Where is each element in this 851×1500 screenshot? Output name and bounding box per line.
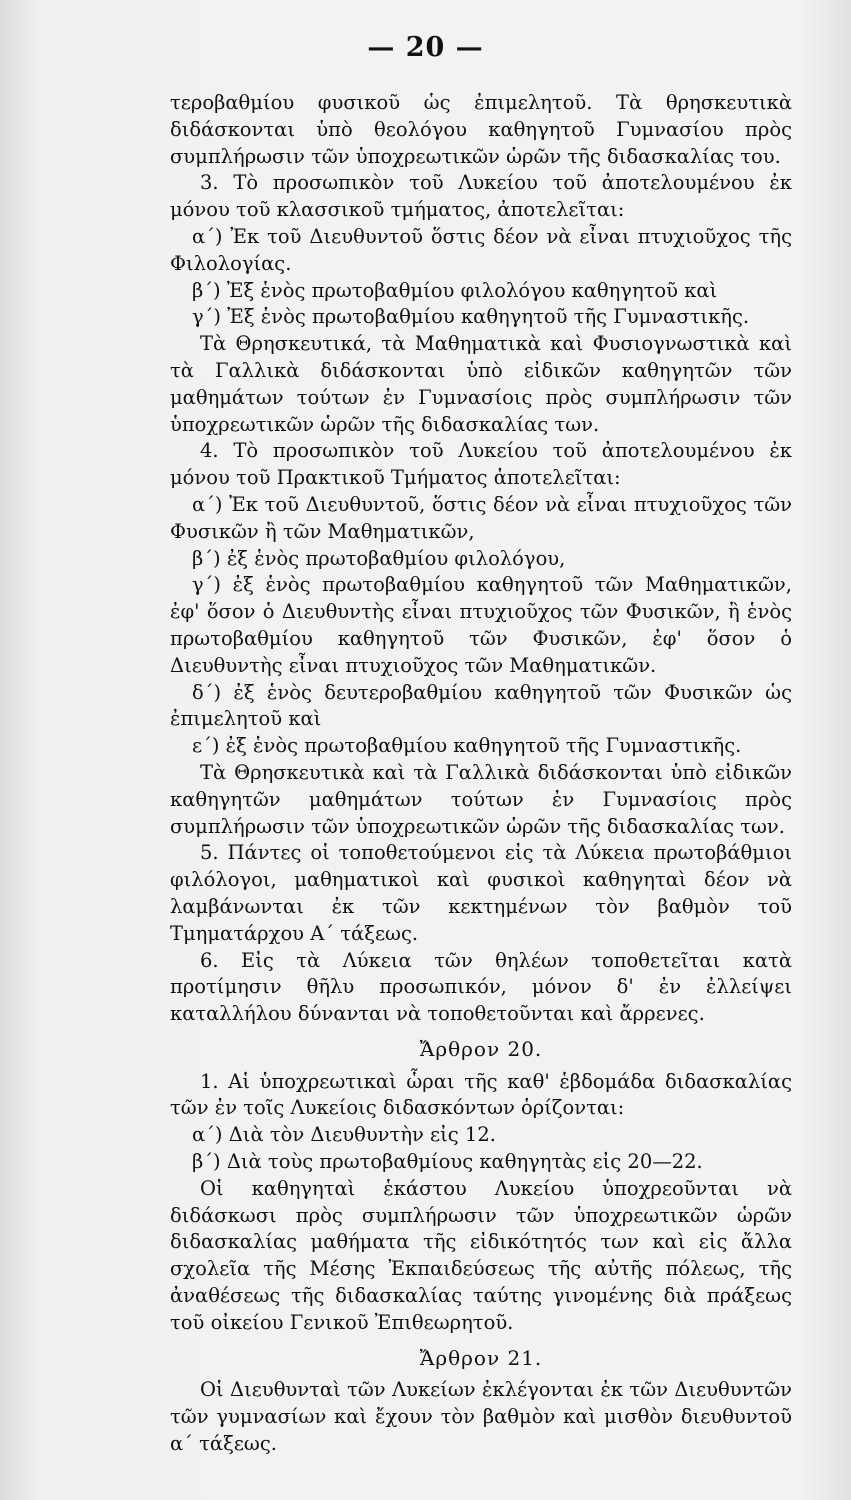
list-item: δ΄) ἐξ ἑνὸς δευτεροβαθμίου καθηγητοῦ τῶν Φυσικῶν ὡς ἐπιμελητοῦ καὶ xyxy=(170,680,792,731)
paragraph: Οἱ καθηγηταὶ ἑκάστου Λυκείου ὑποχρεοῦνται νὰ διδάσκωσι πρὸς συμπλήρωσιν τῶν ὑποχρεωτικῶν ὡρῶν διδασκαλίας μαθήματα τῆς εἰδικότητός των καὶ εἰς ἄλλα σχολεῖα τῆς Μέσης Ἐκπαιδεύσεως τῆς αὐτῆς πόλεως, τῆς ἀναθέσεως τῆς διδασκαλίας ταύτης γινομένης διὰ πράξεως τοῦ οἰκείου Γενικοῦ Ἐπιθεωρητοῦ. xyxy=(170,1176,792,1334)
paragraph: Τὰ Θρησκευτικὰ καὶ τὰ Γαλλικὰ διδάσκονται ὑπὸ εἰδικῶν καθηγητῶν μαθημάτων τούτων ἐν Γυμνασίοις πρὸς συμπλήρωσιν τῶν ὑποχρεωτικῶν ὡρῶν τῆς διδασκαλίας των. xyxy=(170,760,792,838)
article-20-heading: Ἄρθρον 20. xyxy=(419,1036,543,1061)
paragraph: 5. Πάντες οἱ τοποθετούμενοι εἰς τὰ Λύκεια πρωτοβάθμιοι φιλόλογοι, μαθηματικοὶ καὶ φυσικοὶ καθηγηταὶ δέον νὰ λαμβάνωνται ἐκ τῶν κεκτημένων τὸν βαθμὸν τοῦ Τμηματάρχου Α΄ τάξεως. xyxy=(170,841,792,945)
list-item: β΄) Διὰ τοὺς πρωτοβαθμίους καθηγητὰς εἰς 20—22. xyxy=(192,1150,703,1174)
paragraph: Οἱ Διευθυνταὶ τῶν Λυκείων ἐκλέγονται ἐκ τῶν Διευθυντῶν τῶν γυμνασίων καὶ ἔχουν τὸν βαθμὸν καὶ μισθὸν διευθυντοῦ α΄ τάξεως. xyxy=(170,1378,792,1456)
paragraph: 1. Αἱ ὑποχρεωτικαὶ ὧραι τῆς καθ' ἑβδομάδα διδασκαλίας τῶν ἐν τοῖς Λυκείοις διδασκόντων ὁρίζονται: xyxy=(170,1069,792,1120)
list-item: α΄) Ἐκ τοῦ Διευθυντοῦ ὅστις δέον νὰ εἶναι πτυχιοῦχος τῆς Φιλολογίας. xyxy=(170,224,792,275)
article-21-heading: Ἄρθρον 21. xyxy=(419,1345,543,1370)
paragraph: τεροβαθμίου φυσικοῦ ὡς ἐπιμελητοῦ. Τὰ θρησκευτικὰ διδάσκονται ὑπὸ θεολόγου καθηγητοῦ Γυμνασίου πρὸς συμπλήρωσιν τῶν ὑποχρεωτικῶν ὡρῶν τῆς διδασκαλίας του. xyxy=(170,91,792,168)
list-item: β΄) Ἐξ ἑνὸς πρωτοβαθμίου φιλολόγου καθηγητοῦ καὶ xyxy=(192,278,718,302)
paragraph: 3. Τὸ προσωπικὸν τοῦ Λυκείου τοῦ ἀποτελουμένου ἐκ μόνου τοῦ κλασσικοῦ τμήματος, ἀποτελεῖται: xyxy=(170,171,792,222)
list-item: α΄) Διὰ τὸν Διευθυντὴν εἰς 12. xyxy=(192,1123,496,1147)
body-text xyxy=(170,90,792,1458)
list-item: β΄) ἐξ ἑνὸς πρωτοβαθμίου φιλολόγου, xyxy=(192,546,566,570)
paragraph: Τὰ Θρησκευτικά, τὰ Μαθηματικὰ καὶ Φυσιογνωστικὰ καὶ τὰ Γαλλικὰ διδάσκονται ὑπὸ εἰδικῶν καθηγητῶν τῶν μαθημάτων τούτων ἐν Γυμνασίοις πρὸς συμπλήρωσιν τῶν ὑποχρεωτικῶν ὡρῶν τῆς διδασκαλίας των. xyxy=(170,332,792,436)
page-number: — 20 — xyxy=(367,32,484,63)
paragraph: 4. Τὸ προσωπικὸν τοῦ Λυκείου τοῦ ἀποτελουμένου ἐκ μόνου τοῦ Πρακτικοῦ Τμήματος ἀποτελεῖται: xyxy=(170,439,792,490)
list-item: ε΄) ἐξ ἑνὸς πρωτοβαθμίου καθηγητοῦ τῆς Γυμναστικῆς. xyxy=(192,734,742,758)
paragraph: 6. Εἰς τὰ Λύκεια τῶν θηλέων τοποθετεῖται κατὰ προτίμησιν θῆλυ προσωπικόν, μόνον δ' ἐν ἐλλείψει καταλλήλου δύνανται νὰ τοποθετοῦνται καὶ ἄρρενες. xyxy=(170,948,792,1026)
list-item: γ΄) Ἐξ ἑνὸς πρωτοβαθμίου καθηγητοῦ τῆς Γυμναστικῆς. xyxy=(192,305,750,329)
list-item: α΄) Ἐκ τοῦ Διευθυντοῦ, ὅστις δέον νὰ εἶναι πτυχιοῦχος τῶν Φυσικῶν ἢ τῶν Μαθηματικῶν, xyxy=(170,492,792,543)
list-item: γ΄) ἐξ ἑνὸς πρωτοβαθμίου καθηγητοῦ τῶν Μαθηματικῶν, ἐφ' ὅσον ὁ Διευθυντὴς εἶναι πτυχιοῦχος τῶν Φυσικῶν, ἢ ἑνὸς πρωτοβαθμίου καθηγητοῦ τῶν Φυσικῶν, ἐφ' ὅσον ὁ Διευθυντὴς εἶναι πτυχιοῦχος τῶν Μαθηματικῶν. xyxy=(170,573,792,677)
